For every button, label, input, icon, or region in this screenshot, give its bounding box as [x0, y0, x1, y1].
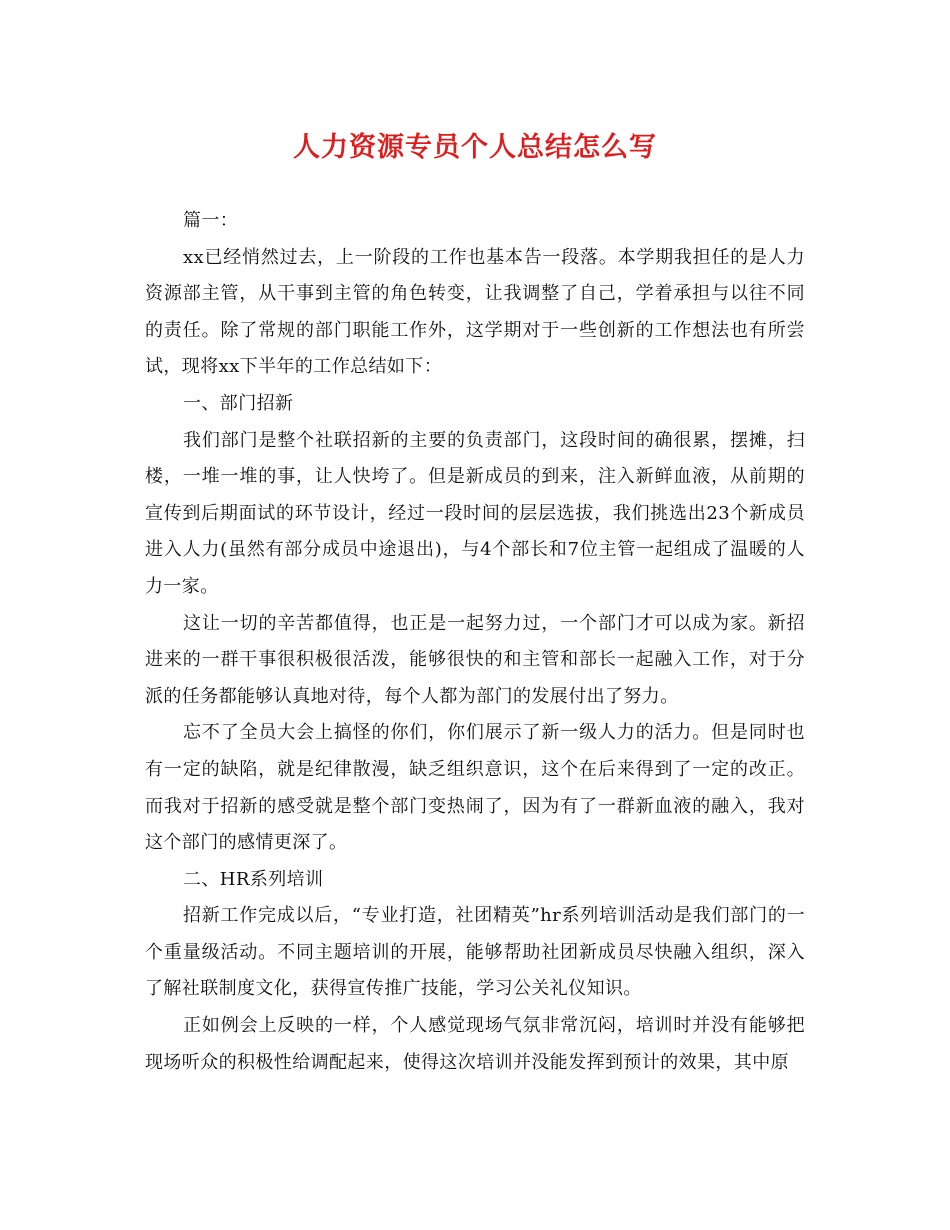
paragraph-intro: xx已经悄然过去，上一阶段的工作也基本告一段落。本学期我担任的是人力资源部主管，从干事到主管的角色转变，让我调整了自己，学着承担与以往不同的责任。除了常规的部门职能工作外，这学期对于一些创新的工作想法也有所尝试，现将xx下半年的工作总结如下：: [145, 246, 805, 378]
paragraph-training: 招新工作完成以后，“专业打造，社团精英”hr系列培训活动是我们部门的一个重量级活动。不同主题培训的开展，能够帮助社团新成员尽快融入组织，深入了解社联制度文化，获得宣传推广技能，学习公关礼仪知识。: [145, 905, 805, 1000]
heading-recruitment: 一、部门招新: [183, 392, 294, 414]
document-body: [145, 203, 805, 1081]
paragraph-feedback: 正如例会上反映的一样，个人感觉现场气氛非常沉闷，培训时并没有能够把现场听众的积极性给调配起来，使得这次培训并没能发挥到预计的效果，其中原: [145, 1015, 805, 1073]
document-title: 人力资源专员个人总结怎么写: [293, 132, 657, 163]
paragraph-section-label: 篇一：: [183, 210, 239, 231]
paragraph-recruitment: 我们部门是整个社联招新的主要的负责部门，这段时间的确很累，摆摊，扫楼，一堆一堆的事，让人快垮了。但是新成员的到来，注入新鲜血液，从前期的宣传到后期面试的环节设计，经过一段时间的层层选拔，我们挑选出23个新成员进入人力(虽然有部分成员中途退出)，与4个部长和7位主管一起组成了温暖的人力一家。: [145, 429, 805, 597]
paragraph-reflection: 忘不了全员大会上搞怪的你们，你们展示了新一级人力的活力。但是同时也有一定的缺陷，就是纪律散漫，缺乏组织意识，这个在后来得到了一定的改正。而我对于招新的感受就是整个部门变热闹了，因为有了一群新血液的融入，我对这个部门的感情更深了。: [145, 722, 805, 854]
heading-hr-training: 二、HR系列培训: [183, 868, 324, 890]
paragraph-team: 这让一切的辛苦都值得，也正是一起努力过，一个部门才可以成为家。新招进来的一群干事很积极很活泼，能够很快的和主管和部长一起融入工作，对于分派的任务都能够认真地对待，每个人都为部门的发展付出了努力。: [145, 612, 805, 707]
